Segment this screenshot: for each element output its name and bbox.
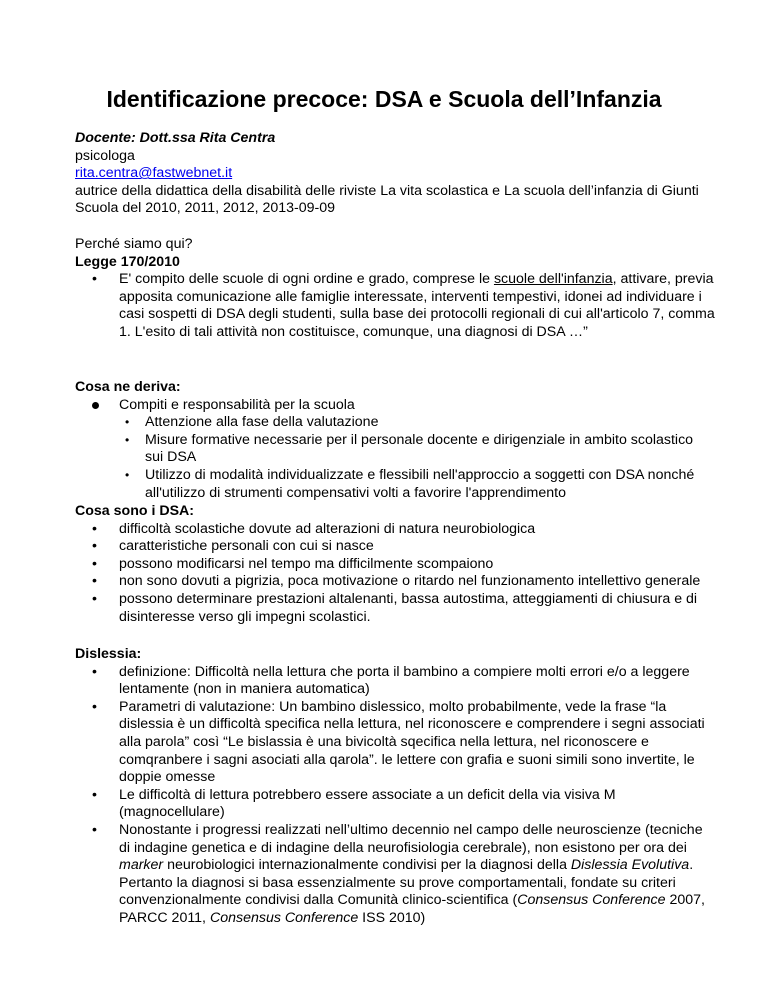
dislessia-heading: Dislessia: <box>75 646 142 662</box>
list-item: • Le difficoltà di lettura potrebbero essere associate a un deficit della via visiva M (magnocellulare) <box>92 786 616 821</box>
list-item: • definizione: Difficoltà nella lettura che porta il bambino a compiere molti errori e/o a leggere lentamente (non in maniera automatica) <box>92 663 690 698</box>
intro-block <box>75 236 715 342</box>
list-item: • Nonostante i progressi realizzati nell’ultimo decennio nel campo delle neuroscienze (tecniche di indagine genetica e di indagine della neurofisiologia cerebrale), non esistono per ora dei marker neurobiologici internazionalmente condivisi per la diagnosi della Dislessia Evolutiva. Pertanto la diagnosi si basa essenzialmente su prove comportamentali, fondate su criteri convenzionalmente condivisi dalla Comunità clinico-scientifica (Consensus Conference 2007, PARCC 2011, Consensus Conference ISS 2010) <box>92 821 705 926</box>
list-item: Compiti e responsabilità per la scuola <box>75 397 715 415</box>
scuole-infanzia-link: scuole dell'infanzia <box>493 271 613 288</box>
dislessia-list <box>75 664 715 928</box>
list-item: • possono modificarsi nel tempo ma difficilmente scompaiono <box>92 555 494 572</box>
dsa-block <box>75 503 715 626</box>
email-link[interactable]: rita.centra@fastwebnet.it <box>75 165 233 182</box>
dsa-list <box>75 521 715 627</box>
law-heading: Legge 170/2010 <box>75 253 180 270</box>
deriva-sublist <box>75 414 715 502</box>
list-item: • Utilizzo di modalità individualizzate e flessibili nell'approccio a soggetti con DSA nonché all'utilizzo di strumenti compensativi volti a favorire l'apprendimento <box>125 466 695 501</box>
list-item: • possono determinare prestazioni altalenanti, bassa autostima, atteggiamenti di chiusura e di disinteresse verso gli impegni scolastici. <box>92 590 698 625</box>
list-item: • Attenzione alla fase della valutazione <box>125 414 379 431</box>
dsa-heading: Cosa sono i DSA: <box>75 503 195 519</box>
deriva-list <box>75 397 715 415</box>
intro-question: Perché siamo qui? <box>75 236 193 252</box>
list-item: • difficoltà scolastiche dovute ad alterazioni di natura neurobiologica <box>92 520 536 537</box>
bio-text: autrice della didattica della disabilità delle riviste La vita scolastica e La scuola dell’infanzia di Giunti Scuola del 2010, 2011, 2012, 2013-09-09 <box>75 182 699 217</box>
document-title: Identificazione precoce: DSA e Scuola dell’Infanzia <box>106 86 662 112</box>
deriva-heading: Cosa ne deriva: <box>75 379 181 395</box>
header-block <box>75 130 715 218</box>
dislessia-block <box>75 646 715 928</box>
docente-line: Docente: Dott.ssa Rita Centra <box>75 130 276 146</box>
list-item: • non sono dovuti a pigrizia, poca motivazione o ritardo nel funzionamento intellettivo generale <box>92 573 701 590</box>
list-item: • Misure formative necessarie per il personale docente e dirigenziale in ambito scolastico sui DSA <box>125 431 694 466</box>
role-line: psicologa <box>75 147 135 164</box>
bullet-dot-icon <box>92 402 99 409</box>
list-item: • caratteristiche personali con cui si nasce <box>92 538 374 555</box>
list-item: • E' compito delle scuole di ogni ordine e grado, comprese le scuole dell'infanzia, attivare, previa apposita comunicazione alle famiglie interessate, interventi tempestivi, idonei ad individuare i casi sospetti di DSA degli studenti, sulla base dei protocolli regionali di cui all'articolo 7, comma 1. L'esito di tali attività non costituisce, comunque, una diagnosi di DSA …” <box>92 271 715 340</box>
deriva-block <box>75 379 715 502</box>
list-item: • Parametri di valutazione: Un bambino dislessico, molto probabilmente, vede la frase “la dislessia è un difficoltà specifica nella lettura, nel riconoscere e comprendere i segni associati alla parola” così “Le bislassia è una bivicoltà sqecifica nella lettura, nel riconoscere e comqranbere i sagni asociati alla qarola”. le lettere con grafia e suoni simili sono invertite, le doppie omesse <box>92 698 705 786</box>
law-list <box>75 271 715 341</box>
